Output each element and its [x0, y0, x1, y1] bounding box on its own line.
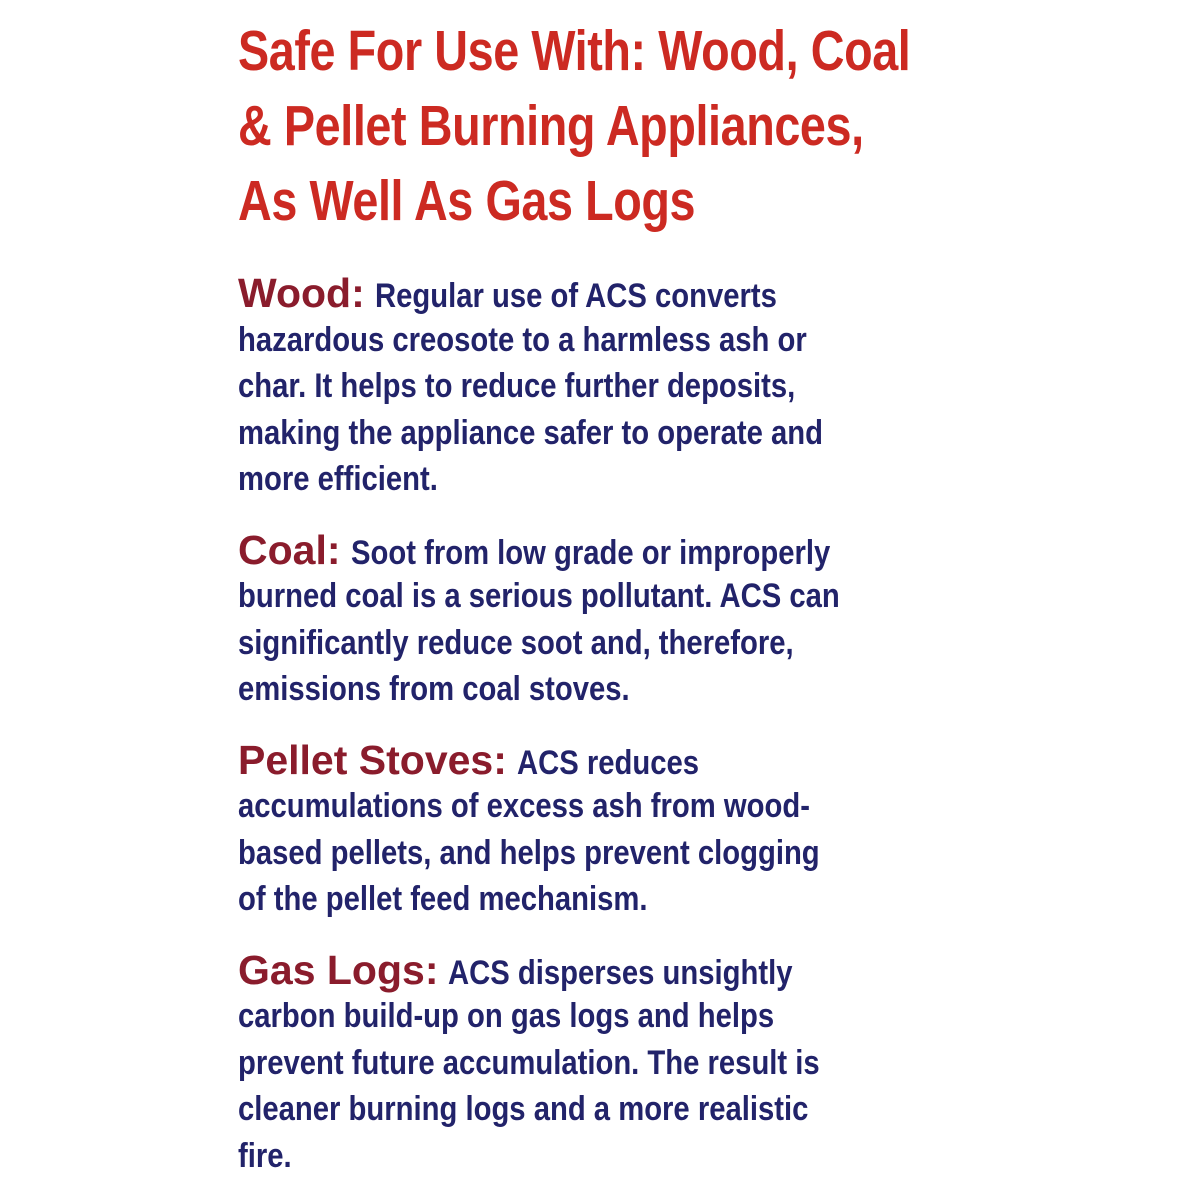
title-line-text: Safe For Use With: Wood, Coal — [238, 19, 911, 83]
section-body-text: making the appliance safer to operate and — [238, 413, 823, 452]
text-line — [238, 527, 938, 574]
text-line — [238, 410, 938, 457]
section-heading: Wood: — [238, 270, 365, 316]
title-line-text: As Well As Gas Logs — [238, 169, 696, 233]
section-body-text: significantly reduce soot and, therefore, — [238, 623, 794, 662]
section-body-text: ACS reduces — [516, 743, 699, 782]
section-body-text: Regular use of ACS converts — [374, 277, 777, 315]
section-body-text: more efficient. — [238, 460, 438, 498]
text-line — [238, 456, 938, 503]
text-line — [238, 876, 938, 923]
text-line — [238, 666, 938, 713]
section-body-text: char. It helps to reduce further deposits, — [238, 367, 796, 405]
text-line — [238, 993, 938, 1040]
title-line — [238, 14, 1058, 89]
section-body-text: fire. — [238, 1136, 292, 1175]
section-wood — [238, 270, 938, 503]
sections — [238, 270, 938, 1203]
section-body-text: prevent future accumulation. The result is — [238, 1043, 820, 1082]
text-line — [238, 783, 938, 830]
text-line — [238, 573, 938, 620]
text-line — [238, 947, 938, 994]
section-body-text: based pellets, and helps prevent clogging — [238, 833, 820, 872]
section-heading: Gas Logs: — [238, 946, 439, 993]
text-line — [238, 270, 938, 317]
section-heading: Coal: — [238, 526, 341, 573]
text-line — [238, 1040, 938, 1087]
title-line — [238, 89, 1058, 164]
text-line — [238, 1133, 938, 1180]
page-title — [238, 14, 1058, 239]
section-gas-logs — [238, 947, 938, 1180]
text-line — [238, 737, 938, 784]
title-line — [238, 164, 1058, 239]
section-body-text: accumulations of excess ash from wood- — [238, 787, 810, 825]
section-body-text: emissions from coal stoves. — [238, 670, 630, 708]
section-pellet-stoves — [238, 737, 938, 923]
text-line — [238, 620, 938, 667]
section-coal — [238, 527, 938, 713]
text-line — [238, 830, 938, 877]
text-line — [238, 1086, 938, 1133]
section-body-text: burned coal is a serious pollutant. ACS can — [238, 577, 840, 615]
section-body-text: carbon build-up on gas logs and helps — [238, 997, 775, 1035]
section-body-text: hazardous creosote to a harmless ash or — [238, 320, 807, 359]
section-body-text: Soot from low grade or improperly — [350, 533, 830, 572]
section-body-text: of the pellet feed mechanism. — [238, 880, 648, 918]
title-line-text: & Pellet Burning Appliances, — [238, 94, 864, 158]
text-line — [238, 317, 938, 364]
section-heading: Pellet Stoves: — [238, 736, 507, 783]
text-line — [238, 363, 938, 410]
section-body-text: ACS disperses unsightly — [448, 953, 793, 992]
section-body-text: cleaner burning logs and a more realistic — [238, 1090, 809, 1128]
